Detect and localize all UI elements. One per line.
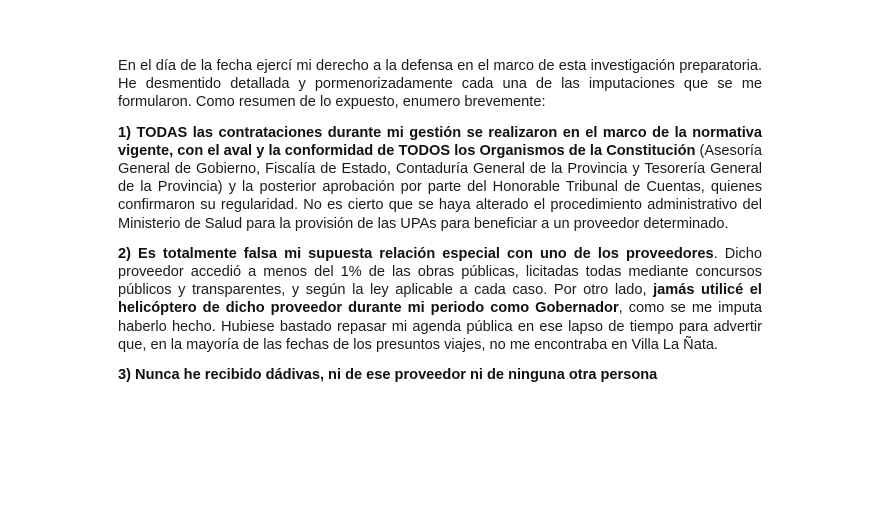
item-2-paragraph: [118, 245, 762, 354]
item-1-bold-statement: 1) TODAS las contrataciones durante mi gestión se realizaron en el marco de la normativa vigente, con el aval y la conformidad de TODOS los Organismos de la Constitución: [118, 124, 762, 159]
item-3-paragraph: [118, 366, 762, 384]
document-body: [118, 57, 762, 396]
item-1-text: (Asesoría General de Gobierno, Fiscalía de Estado, Contaduría General de la Provincia y Tesorería General de la Provincia) y la posterior aprobación por parte del Honorable Tribunal de Cuentas, quienes confirmaron su regularidad. No es cierto que se haya alterado el procedimiento administrativo del Ministerio de Salud para la provisión de las UPAs para beneficiar a un proveedor determinado.: [118, 142, 762, 232]
item-1-paragraph: [118, 124, 762, 233]
intro-paragraph: [118, 57, 762, 112]
item-2-text-a: . Dicho proveedor accedió a menos del 1% de las obras públicas, licitadas todas mediante concursos públicos y transparentes, y según la ley aplicable a cada caso. Por otro lado,: [118, 245, 763, 299]
item-3-bold-statement: 3) Nunca he recibido dádivas, ni de ese proveedor ni de ninguna otra persona: [118, 367, 658, 384]
item-2-bold-statement: 2) Es totalmente falsa mi supuesta relación especial con uno de los proveedores: [118, 245, 714, 262]
item-2-bold-statement-b: jamás utilicé el helicóptero de dicho proveedor durante mi periodo como Gobernador: [118, 282, 762, 317]
item-2-text-b: , como se me imputa haberlo hecho. Hubiese bastado repasar mi agenda pública en ese lapso de tiempo para advertir que, en la mayoría de las fechas de los presuntos viajes, no me encontraba en Villa La Ñata.: [118, 300, 762, 353]
intro-text: En el día de la fecha ejercí mi derecho a la defensa en el marco de esta investigación preparatoria. He desmentido detallada y pormenorizadamente cada una de las imputaciones que se me formularon. Como resumen de lo expuesto, enumero brevemente:: [118, 58, 762, 111]
